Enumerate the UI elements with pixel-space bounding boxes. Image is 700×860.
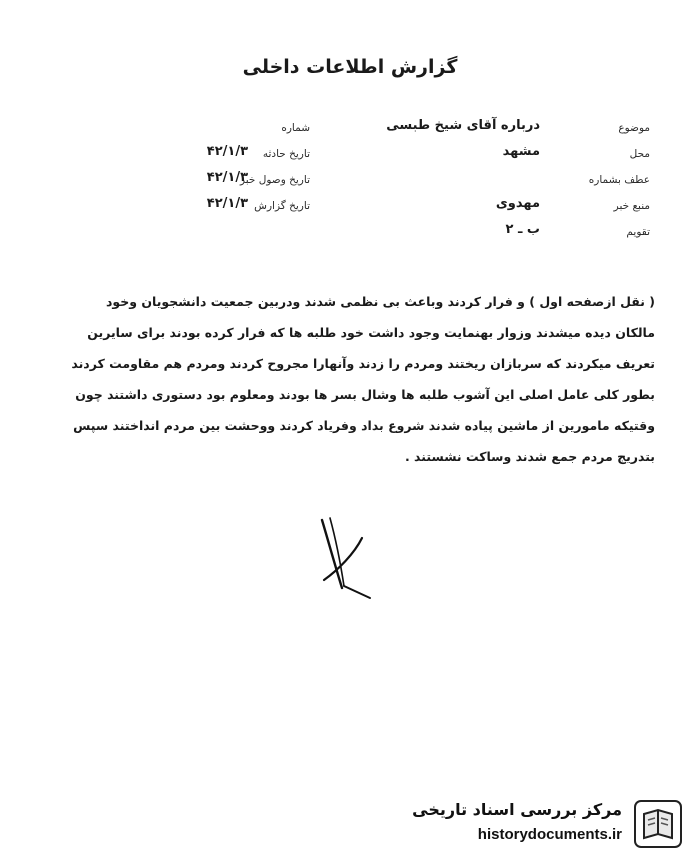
archive-name: مرکز بررسی اسناد تاریخی [412, 800, 622, 819]
meta-row-report-date [140, 196, 310, 218]
meta-label: موضوع [618, 122, 650, 134]
body-line: بتدریج مردم جمع شدند وساکت نشستند . [404, 449, 655, 464]
meta-value: ۴۲/۱/۳ [206, 144, 248, 159]
book-logo-icon [634, 800, 682, 848]
body-line: مالکان دیده میشدند وزوار بهنمایت وجود داشت خود طلبه ها که فرار کرده بودند برای سایرین [87, 325, 655, 340]
signature-mark [300, 510, 390, 600]
meta-row-number [140, 118, 310, 140]
meta-label: منبع خبر [613, 200, 650, 212]
body-line: تعریف میکردند که سربازان ریختند ومردم را زدند وآنهارا مجروح کردند ومردم هم مقاومت کردند [71, 356, 655, 371]
meta-label: شماره [281, 122, 310, 134]
meta-row-evaluation [360, 222, 650, 244]
meta-value: مهدوی [495, 196, 540, 211]
meta-value: ۴۲/۱/۳ [206, 196, 248, 211]
archive-watermark [392, 796, 682, 852]
body-line: بطور کلی عامل اصلی این آشوب طلبه ها وشال بسر ها بودند ومعلوم بود دستوری داشتند چون [75, 387, 655, 402]
meta-row-reference [360, 170, 650, 192]
meta-row-location [360, 144, 650, 166]
meta-label: تاریخ گزارش [254, 200, 310, 212]
meta-label: تاریخ وصول خبر [239, 174, 310, 186]
meta-value: ۴۲/۱/۳ [206, 170, 248, 185]
meta-value: درباره آقای شیخ طبسی [386, 118, 540, 133]
archive-url: historydocuments.ir [477, 826, 622, 843]
document-title: گزارش اطلاعات داخلی [242, 56, 458, 78]
meta-value: ب ـ ۲ [505, 222, 540, 237]
body-line: ( نقل ازصفحه اول ) و فرار کردند وباعث بی نظمی شدند ودربین جمعیت دانشجویان وخود [105, 294, 655, 309]
metadata-left-column [140, 118, 310, 222]
meta-row-subject [360, 118, 650, 140]
meta-label: محل [629, 148, 650, 160]
meta-row-incident-date [140, 144, 310, 166]
metadata-right-column [360, 118, 650, 248]
meta-label: تاریخ حادثه [262, 148, 310, 160]
meta-value: مشهد [502, 144, 540, 159]
meta-label: تقویم [626, 226, 650, 238]
body-line: وقتیکه مامورین از ماشین پیاده شدند شروع بداد وفریاد کردند ووحشت بین مردم انداختند سپس [73, 418, 655, 433]
report-body [45, 286, 655, 472]
meta-label: عطف بشماره [588, 174, 650, 186]
meta-row-source [360, 196, 650, 218]
meta-row-received-date [140, 170, 310, 192]
